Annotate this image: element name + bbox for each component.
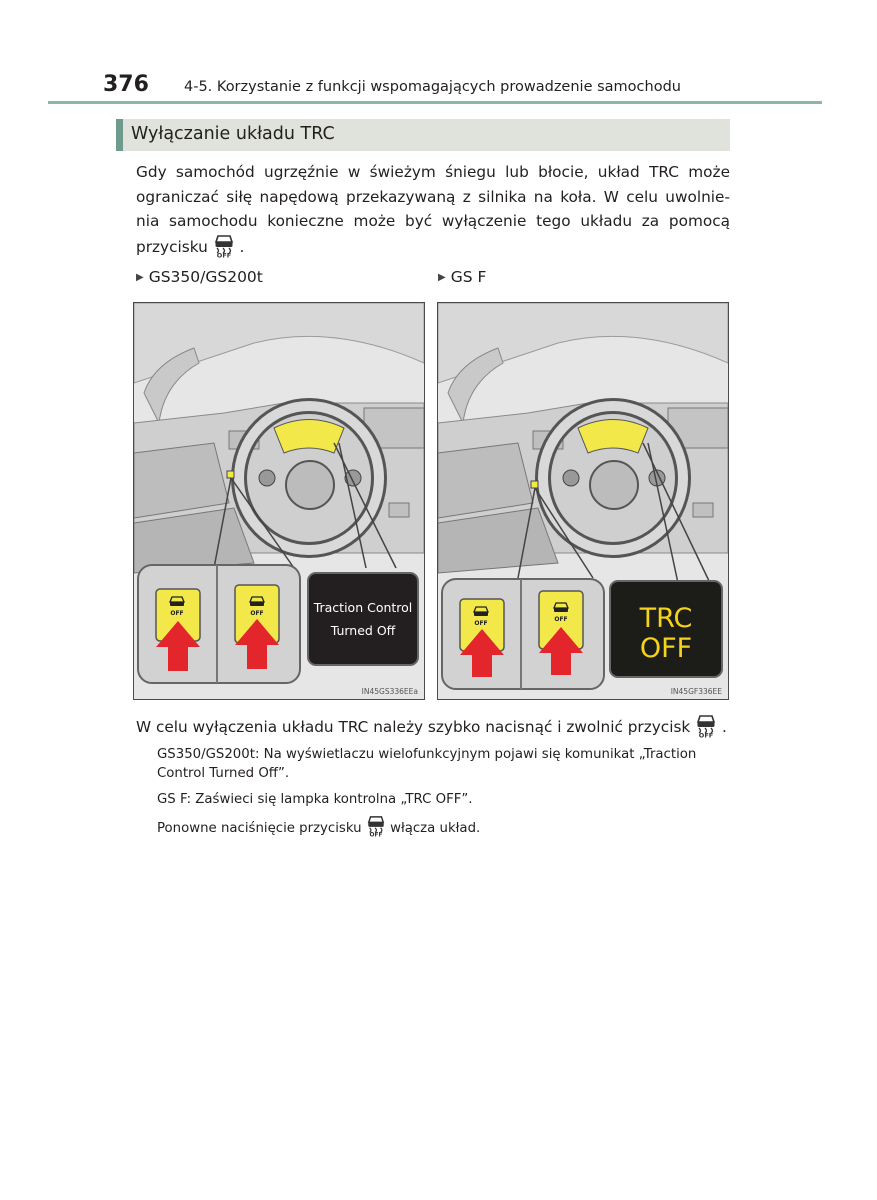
trc-off-icon: [695, 714, 717, 738]
svg-text:OFF: OFF: [216, 251, 231, 258]
press-instruction-text: W celu wyłączenia układu TRC należy szybko nacisnąć i zwolnić przycisk: [136, 718, 691, 736]
svg-text:OFF: OFF: [698, 731, 714, 738]
intro-line-end: .: [239, 237, 245, 256]
intro-line: Gdy samochód ugrzęźnie w świeżym śniegu lub błocie, układ TRC może: [136, 163, 730, 181]
indicator-line2: OFF: [639, 633, 693, 664]
section-heading: [116, 119, 730, 151]
figure-gs350: [133, 302, 425, 700]
dashboard-illustration: [134, 303, 424, 699]
intro-line-text: przycisku: [136, 237, 208, 256]
indicator-line1: TRC: [639, 603, 693, 634]
figure-id: IN45GF336EE: [670, 687, 722, 696]
trc-off-icon: [213, 234, 235, 258]
variant-label-text: GS F: [450, 268, 487, 286]
chapter-title: 4-5. Korzystanie z funkcji wspomagających prowadzenie samochodu: [184, 79, 681, 95]
figure-gsf: [437, 302, 729, 700]
press-instruction: [136, 714, 727, 738]
header-divider: [48, 101, 822, 104]
button-off-label: OFF: [250, 610, 264, 617]
note-gs350: [157, 746, 737, 783]
intro-line: [136, 234, 730, 260]
dashboard-illustration: [438, 303, 728, 699]
triangle-right-icon: ▶: [438, 272, 446, 283]
note-line: Control Turned Off”.: [157, 765, 290, 781]
trc-off-icon: [366, 815, 386, 837]
variant-label-text: GS350/GS200t: [148, 268, 263, 286]
note-reenable: [157, 815, 737, 839]
variant-label-gs350: [136, 268, 263, 286]
note-text: włącza układ.: [390, 821, 481, 836]
multi-info-display: [308, 573, 418, 665]
button-off-label: OFF: [474, 620, 488, 627]
display-message-line1: Traction Control: [313, 600, 413, 615]
intro-line: ograniczać siłę napędową przekazywaną z silnika na koła. W celu uwolnie-: [136, 187, 730, 206]
svg-text:OFF: OFF: [369, 832, 383, 837]
note-gsf: GS F: Zaświeci się lampka kontrolna „TRC OFF”.: [157, 792, 473, 807]
note-line: GS350/GS200t: Na wyświetlaczu wielofunkcyjnym pojawi się komunikat „Traction: [157, 747, 697, 762]
button-off-label: OFF: [170, 610, 184, 617]
triangle-right-icon: ▶: [136, 272, 144, 283]
press-instruction-end: .: [722, 718, 727, 736]
display-message-line2: Turned Off: [330, 623, 396, 638]
section-title: Wyłączanie układu TRC: [131, 124, 335, 144]
figure-id: IN45GS336EEa: [361, 687, 418, 696]
intro-paragraph: [136, 160, 730, 259]
intro-line: nia samochodu konieczne może być wyłączenie tego układu za pomocą: [136, 212, 730, 231]
note-text: Ponowne naciśnięcie przycisku: [157, 821, 362, 836]
button-off-label: OFF: [554, 616, 568, 623]
page-number: 376: [103, 72, 149, 97]
variant-label-gsf: [438, 268, 486, 286]
